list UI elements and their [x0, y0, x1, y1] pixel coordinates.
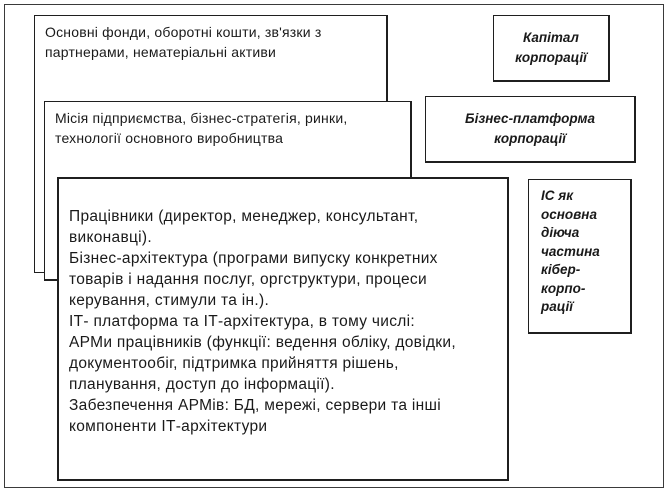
- business-architecture-text: Бізнес-архітектура (програми випуску конкретних товарів і надання послуг, оргструктури, процеси керування, стимули та ін.).: [69, 250, 438, 309]
- it-platform-text: ІТ- платформа та ІТ-архітектура, в тому числі:: [69, 313, 415, 330]
- capital-label: Капітал корпорації: [493, 15, 610, 82]
- business-platform-label: Бізнес-платформа корпорації: [425, 96, 636, 163]
- mission-text: Місія підприємства, бізнес-стратегія, ринки, технології основного виробництва: [55, 110, 348, 146]
- main-content-box: [57, 177, 509, 481]
- workstations-text: АРМи працівників (функції: ведення обліку, довідки, документообіг, підтримка прийняття рішень, планування, доступ до інформації).: [69, 334, 456, 393]
- employees-text: Працівники (директор, менеджер, консультант, виконавці).: [69, 208, 419, 246]
- workstation-support-text: Забезпечення АРМів: БД, мережі, сервери та інші компоненти ІТ-архітектури: [69, 397, 441, 435]
- is-core-label: ІС як основна діюча частина кібер- корпо- рації: [528, 179, 632, 334]
- assets-text: Основні фонди, оборотні кошти, зв'язки з партнерами, нематеріальні активи: [45, 24, 322, 60]
